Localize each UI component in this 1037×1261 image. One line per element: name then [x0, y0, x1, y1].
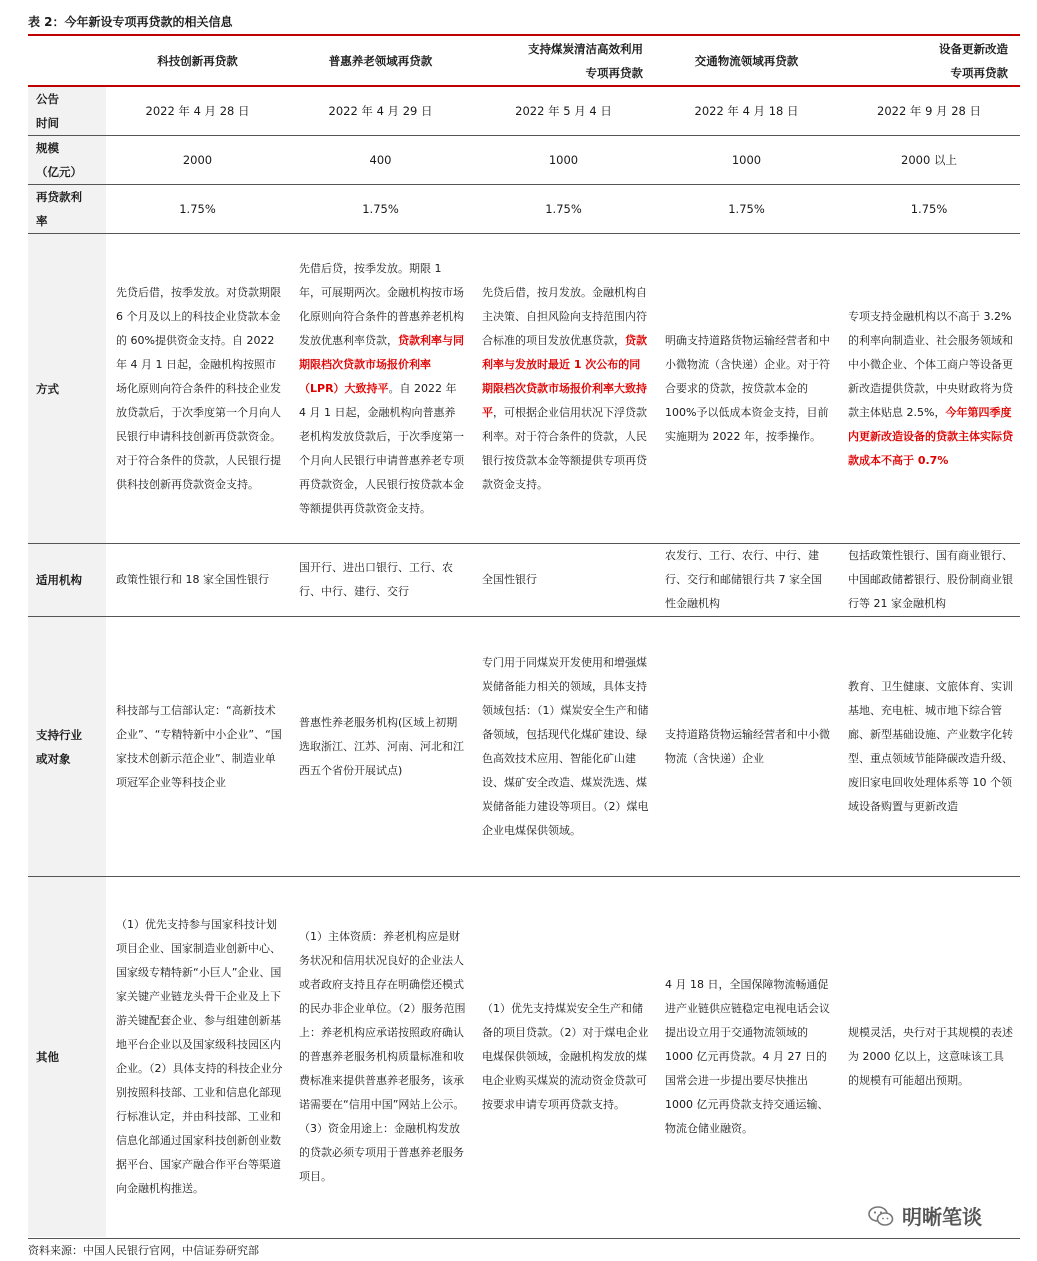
cell-value: 1.75% [472, 185, 655, 234]
row-institutions [28, 544, 1020, 617]
bottom-rule [28, 1238, 1020, 1239]
text-segment: 。自 2022 年 4 月 1 日起，金融机构向普惠养老机构发放贷款后，于次季度第一个月向人民银行申请普惠养老专项再贷款资金，人民银行按贷款本金等额提供再贷款资金支持。 [299, 381, 464, 515]
cell-method-5 [838, 234, 1020, 544]
cell-institutions-3: 全国性银行 [472, 544, 655, 617]
wechat-icon [868, 1205, 894, 1227]
row-label-line: 再贷款利 [36, 190, 82, 204]
text-segment: ，可根据企业信用状况下浮贷款利率。对于符合条件的贷款，人民银行按贷款本金等额提供专项再贷款资金支持。 [482, 405, 647, 491]
cell-value: 400 [289, 136, 472, 185]
cell-other-3: （1）优先支持煤炭安全生产和储备的项目贷款。（2）对于煤电企业电煤保供领域，金融机构发放的煤电企业购买煤炭的流动资金贷款可按要求申请专项再贷款支持。 [472, 877, 655, 1237]
row-method [28, 234, 1020, 544]
highlight-text: 贷款利率与同期限档次贷款市场报价利率（LPR）大致持平 [299, 333, 464, 395]
cell-targets-5: 教育、卫生健康、文旅体育、实训基地、充电桩、城市地下综合管廊、新型基础设施、产业数字化转型、重点领域节能降碳改造升级、废旧家电回收处理体系等 10 个领域设备购置与更新改造 [838, 617, 1020, 877]
cell-value: 1000 [472, 136, 655, 185]
header-row [28, 36, 1020, 86]
header-col-3-line1: 支持煤炭清洁高效利用 [528, 41, 643, 56]
row-label-announce [28, 86, 106, 136]
source-note: 资料来源：中国人民银行官网，中信证券研究部 [28, 1244, 259, 1257]
cell-value: 1.75% [289, 185, 472, 234]
cell-method-3 [472, 234, 655, 544]
row-label-line: 支持行业 [36, 727, 82, 742]
cell-value: 2022 年 4 月 18 日 [694, 104, 799, 118]
cell-institutions-5: 包括政策性银行、国有商业银行、中国邮政储蓄银行、股份制商业银行等 21 家金融机构 [838, 544, 1020, 617]
header-col-1: 科技创新再贷款 [106, 36, 289, 86]
row-label-scale [28, 136, 106, 185]
cell-method-2 [289, 234, 472, 544]
row-other [28, 877, 1020, 1237]
cell-method-1: 先贷后借，按季发放。对贷款期限 6 个月及以上的科技企业贷款本金的 60%提供资金支持。自 2022 年 4 月 1 日起，金融机构按照市场化原则向符合条件的科技企业发放贷款后，于次季度第一个月向人民银行申请科技创新再贷款资金。对于符合条件的贷款，人民银行提供科技创新再贷款资金支持。 [106, 234, 289, 544]
cell-other-1: （1）优先支持参与国家科技计划项目企业、国家制造业创新中心、国家级专精特新“小巨人”企业、国家关键产业链龙头骨干企业及上下游关键配套企业、参与组建创新基地平台企业以及国家级科技园区内企业。（2）具体支持的科技企业分别按照科技部、工业和信息化部现行标准认定，并由科技部、工业和信息化部通过国家科技创新创业数据平台、国家产融合作平台等渠道向金融机构推送。 [106, 877, 289, 1237]
cell-value: 2022 年 4 月 28 日 [145, 104, 250, 118]
cell-method-4: 明确支持道路货物运输经营者和中小微物流（含快递）企业。对于符合要求的贷款，按贷款本金的 100%予以低成本资金支持，目前实施期为 2022 年，按季操作。 [655, 234, 838, 544]
watermark [868, 1201, 982, 1230]
text-segment: 先借后贷，按季发放。期限 1 年，可展期两次。金融机构按市场化原则向符合条件的普惠养老机构发放优惠利率贷款， [299, 261, 464, 347]
row-label-method: 方式 [28, 234, 106, 544]
cell-targets-2: 普惠性养老服务机构(区域上初期选取浙江、江苏、河南、河北和江西五个省份开展试点) [289, 617, 472, 877]
row-label-institutions: 适用机构 [28, 544, 106, 617]
row-label-line: 率 [36, 214, 48, 228]
row-label-targets [28, 617, 106, 877]
row-scale [28, 136, 1020, 185]
header-col-3-line2: 专项再贷款 [585, 65, 643, 80]
header-col-5-line1: 设备更新改造 [939, 41, 1008, 56]
cell-targets-4: 支持道路货物运输经营者和中小微物流（含快递）企业 [655, 617, 838, 877]
cell-value: 2000 以上 [838, 136, 1020, 185]
cell-value: 2000 [106, 136, 289, 185]
row-label-line: 时间 [36, 116, 59, 130]
table-title: 表 2：今年新设专项再贷款的相关信息 [28, 15, 233, 29]
header-col-4: 交通物流领域再贷款 [655, 36, 838, 86]
cell-value: 1.75% [838, 185, 1020, 234]
row-rate [28, 185, 1020, 234]
cell-targets-3: 专门用于同煤炭开发使用和增强煤炭储备能力相关的领域，具体支持领域包括：（1）煤炭安全生产和储备领域，包括现代化煤矿建设、绿色高效技术应用、智能化矿山建设、煤矿安全改造、煤炭洗选、煤炭储备能力建设等项目。（2）煤电企业电煤保供领域。 [472, 617, 655, 877]
cell-other-4: 4 月 18 日，全国保障物流畅通促进产业链供应链稳定电视电话会议提出设立用于交通物流领域的 1000 亿元再贷款。4 月 27 日的国常会进一步提出要尽快推出 1000 亿元再贷款支持交通运输、物流仓储业融资。 [655, 877, 838, 1237]
row-label-line: 或对象 [36, 751, 71, 766]
policy-table [28, 36, 1020, 1237]
row-label-line: 规模 [36, 141, 59, 155]
cell-value: 1000 [655, 136, 838, 185]
header-col-2: 普惠养老领域再贷款 [289, 36, 472, 86]
cell-targets-1: 科技部与工信部认定：“高新技术企业”、“专精特新中小企业”、“国家技术创新示范企业”、制造业单项冠军企业等科技企业 [106, 617, 289, 877]
header-col-3 [472, 36, 655, 86]
cell-institutions-1: 政策性银行和 18 家全国性银行 [106, 544, 289, 617]
highlight-text: 贷款利率与发放时最近 1 次公布的同期限档次贷款市场报价利率大致持平 [482, 333, 647, 419]
header-col-5 [838, 36, 1020, 86]
row-label-line: 公告 [36, 92, 59, 106]
row-announce [28, 86, 1020, 136]
text-segment: 先贷后借，按月发放。金融机构自主决策、自担风险向支持范围内符合标准的项目发放优惠贷款， [482, 285, 647, 347]
header-col-5-line2: 专项再贷款 [950, 65, 1008, 80]
highlight-text: 今年第四季度内更新改造设备的贷款主体实际贷款成本不高于 0.7% [848, 405, 1013, 467]
cell-institutions-4: 农发行、工行、农行、中行、建行、交行和邮储银行共 7 家全国性金融机构 [655, 544, 838, 617]
row-label-line: （亿元） [36, 165, 82, 179]
cell-value: 2022 年 5 月 4 日 [515, 104, 612, 118]
header-blank [28, 36, 106, 86]
row-targets [28, 617, 1020, 877]
row-label-rate [28, 185, 106, 234]
cell-value: 1.75% [655, 185, 838, 234]
row-label-other: 其他 [28, 877, 106, 1237]
cell-value: 2022 年 9 月 28 日 [877, 104, 981, 118]
cell-value: 2022 年 4 月 29 日 [328, 104, 433, 118]
cell-value: 1.75% [106, 185, 289, 234]
cell-other-5: 规模灵活，央行对于其规模的表述为 2000 亿以上，这意味该工具的规模有可能超出预期。 [838, 877, 1020, 1237]
cell-other-2: （1）主体资质：养老机构应是财务状况和信用状况良好的企业法人或者政府支持且存在明确偿还模式的民办非企业单位。（2）服务范围上：养老机构应承诺按照政府确认的普惠养老服务机构质量标准和收费标准来提供普惠养老服务，该承诺需要在“信用中国”网站上公示。（3）资金用途上：金融机构发放的贷款必须专项用于普惠养老服务项目。 [289, 877, 472, 1237]
cell-institutions-2: 国开行、进出口银行、工行、农行、中行、建行、交行 [289, 544, 472, 617]
text-segment: 专项支持金融机构以不高于 3.2%的利率向制造业、社会服务领域和中小微企业、个体工商户等设备更新改造提供贷款，中央财政将为贷款主体贴息 2.5%， [848, 309, 1013, 419]
watermark-text: 明晰笔谈 [902, 1205, 982, 1229]
